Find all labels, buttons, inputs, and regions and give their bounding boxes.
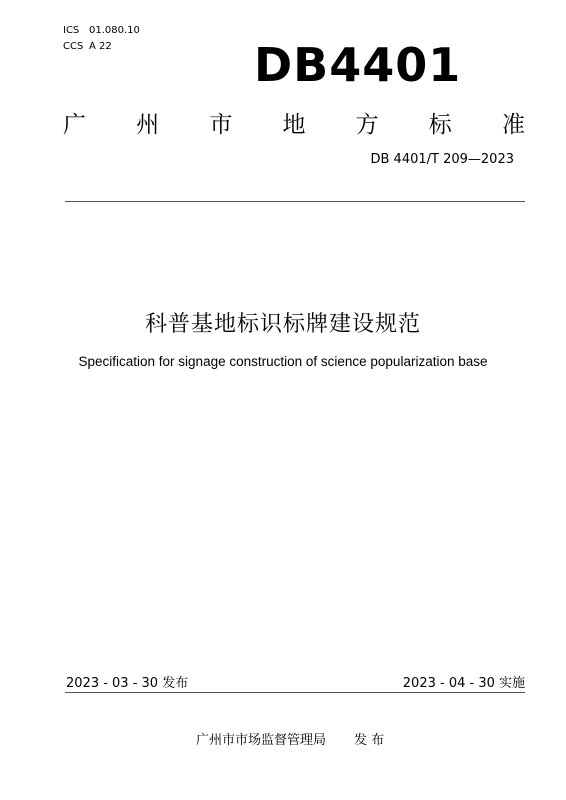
- ics-classification: [63, 25, 140, 37]
- ics-value: 01.080.10: [89, 25, 140, 36]
- ics-label: ICS: [63, 25, 80, 36]
- category-char: 广: [63, 112, 86, 138]
- category-char: 方: [355, 112, 379, 138]
- category-char: 市: [209, 112, 233, 138]
- release-date: 2023 - 03 - 30 发布: [66, 676, 189, 691]
- title-chinese: 科普基地标识标牌建设规范: [144, 312, 421, 337]
- category-char: 州: [136, 112, 160, 138]
- standard-code: DB4401: [254, 38, 462, 92]
- category-char: 标: [428, 112, 452, 138]
- ccs-label: CCS: [63, 41, 84, 52]
- title-english: Specification for signage construction of science popularization base: [78, 354, 488, 369]
- category-char: 准: [501, 112, 525, 138]
- header-divider: [65, 201, 525, 202]
- standard-number: DB 4401/T 209—2023: [370, 152, 514, 167]
- issuer-block: [196, 733, 384, 749]
- standard-category: [63, 110, 525, 140]
- issuer-name: 广州市市场监督管理局: [196, 733, 327, 748]
- category-char: 地: [282, 112, 306, 138]
- ccs-classification: [63, 41, 112, 53]
- footer-divider: [65, 692, 525, 693]
- ccs-value: A 22: [89, 41, 112, 52]
- implementation-date: 2023 - 04 - 30 实施: [402, 676, 525, 691]
- issue-word: 发 布: [354, 733, 385, 748]
